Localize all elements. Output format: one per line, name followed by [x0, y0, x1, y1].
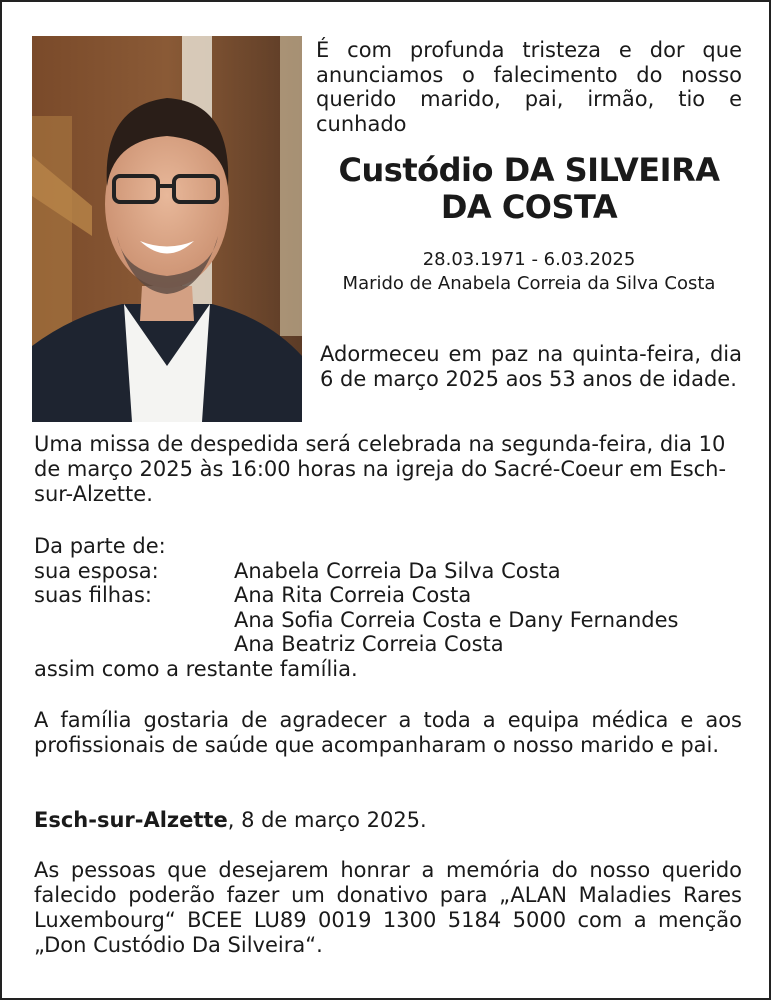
intro-text: É com profunda tristeza e dor que anunciamos o falecimento do nosso querido marido, pai, irmão, tio e cunhado: [316, 38, 742, 136]
family-closing: assim como a restante família.: [34, 656, 358, 681]
family-row-label: [34, 632, 234, 657]
family-row-value: Ana Beatriz Correia Costa: [234, 632, 504, 656]
family-row: [34, 632, 746, 657]
portrait-illustration: [32, 36, 302, 422]
family-heading: Da parte de:: [34, 534, 166, 558]
place-date-text: , 8 de março 2025.: [227, 808, 427, 832]
family-row: [34, 608, 746, 633]
portrait-photo: [32, 36, 302, 422]
deceased-name-line2: DA COSTA: [440, 188, 618, 226]
family-row-label: sua esposa:: [34, 558, 159, 583]
deceased-name-line1: Custódio DA SILVEIRA: [338, 151, 720, 189]
place-date: [34, 808, 742, 833]
family-row: [34, 559, 746, 584]
family-row: [34, 583, 746, 608]
family-row-value: Ana Sofia Correia Costa e Dany Fernandes: [234, 607, 679, 632]
family-row-label: [34, 608, 234, 633]
place-city: Esch-sur-Alzette: [34, 808, 228, 832]
deceased-name: [316, 152, 742, 226]
family-row-value: Ana Rita Correia Costa: [234, 583, 472, 607]
donation-text: As pessoas que desejarem honrar a memória do nosso querido falecido poderão fazer um donativo para „ALAN Maladies Rares Luxembourg“ BCEE LU89 0019 1300 5184 5000 com a menção „Don Custódio Da Silveira“.: [34, 858, 742, 957]
thanks-text: A família gostaria de agradecer a toda a equipa médica e aos profissionais de saúde que acompanharam o nosso marido e pai.: [34, 708, 742, 757]
life-details: [316, 248, 742, 296]
spouse-note: Marido de Anabela Correia da Silva Costa: [342, 273, 716, 294]
family-row-value: Anabela Correia Da Silva Costa: [234, 558, 561, 583]
life-dates: 28.03.1971 - 6.03.2025: [422, 249, 636, 270]
family-row-label: suas filhas:: [34, 583, 152, 607]
passed-away-text: Adormeceu em paz na quinta-feira, dia 6 de março 2025 aos 53 anos de idade.: [320, 342, 742, 391]
family-list: [34, 534, 746, 681]
mass-announcement: Uma missa de despedida será celebrada na segunda-feira, dia 10 de março 2025 às 16:00 horas na igreja do Sacré-Coeur em Esch-sur-Alzette.: [34, 432, 727, 506]
